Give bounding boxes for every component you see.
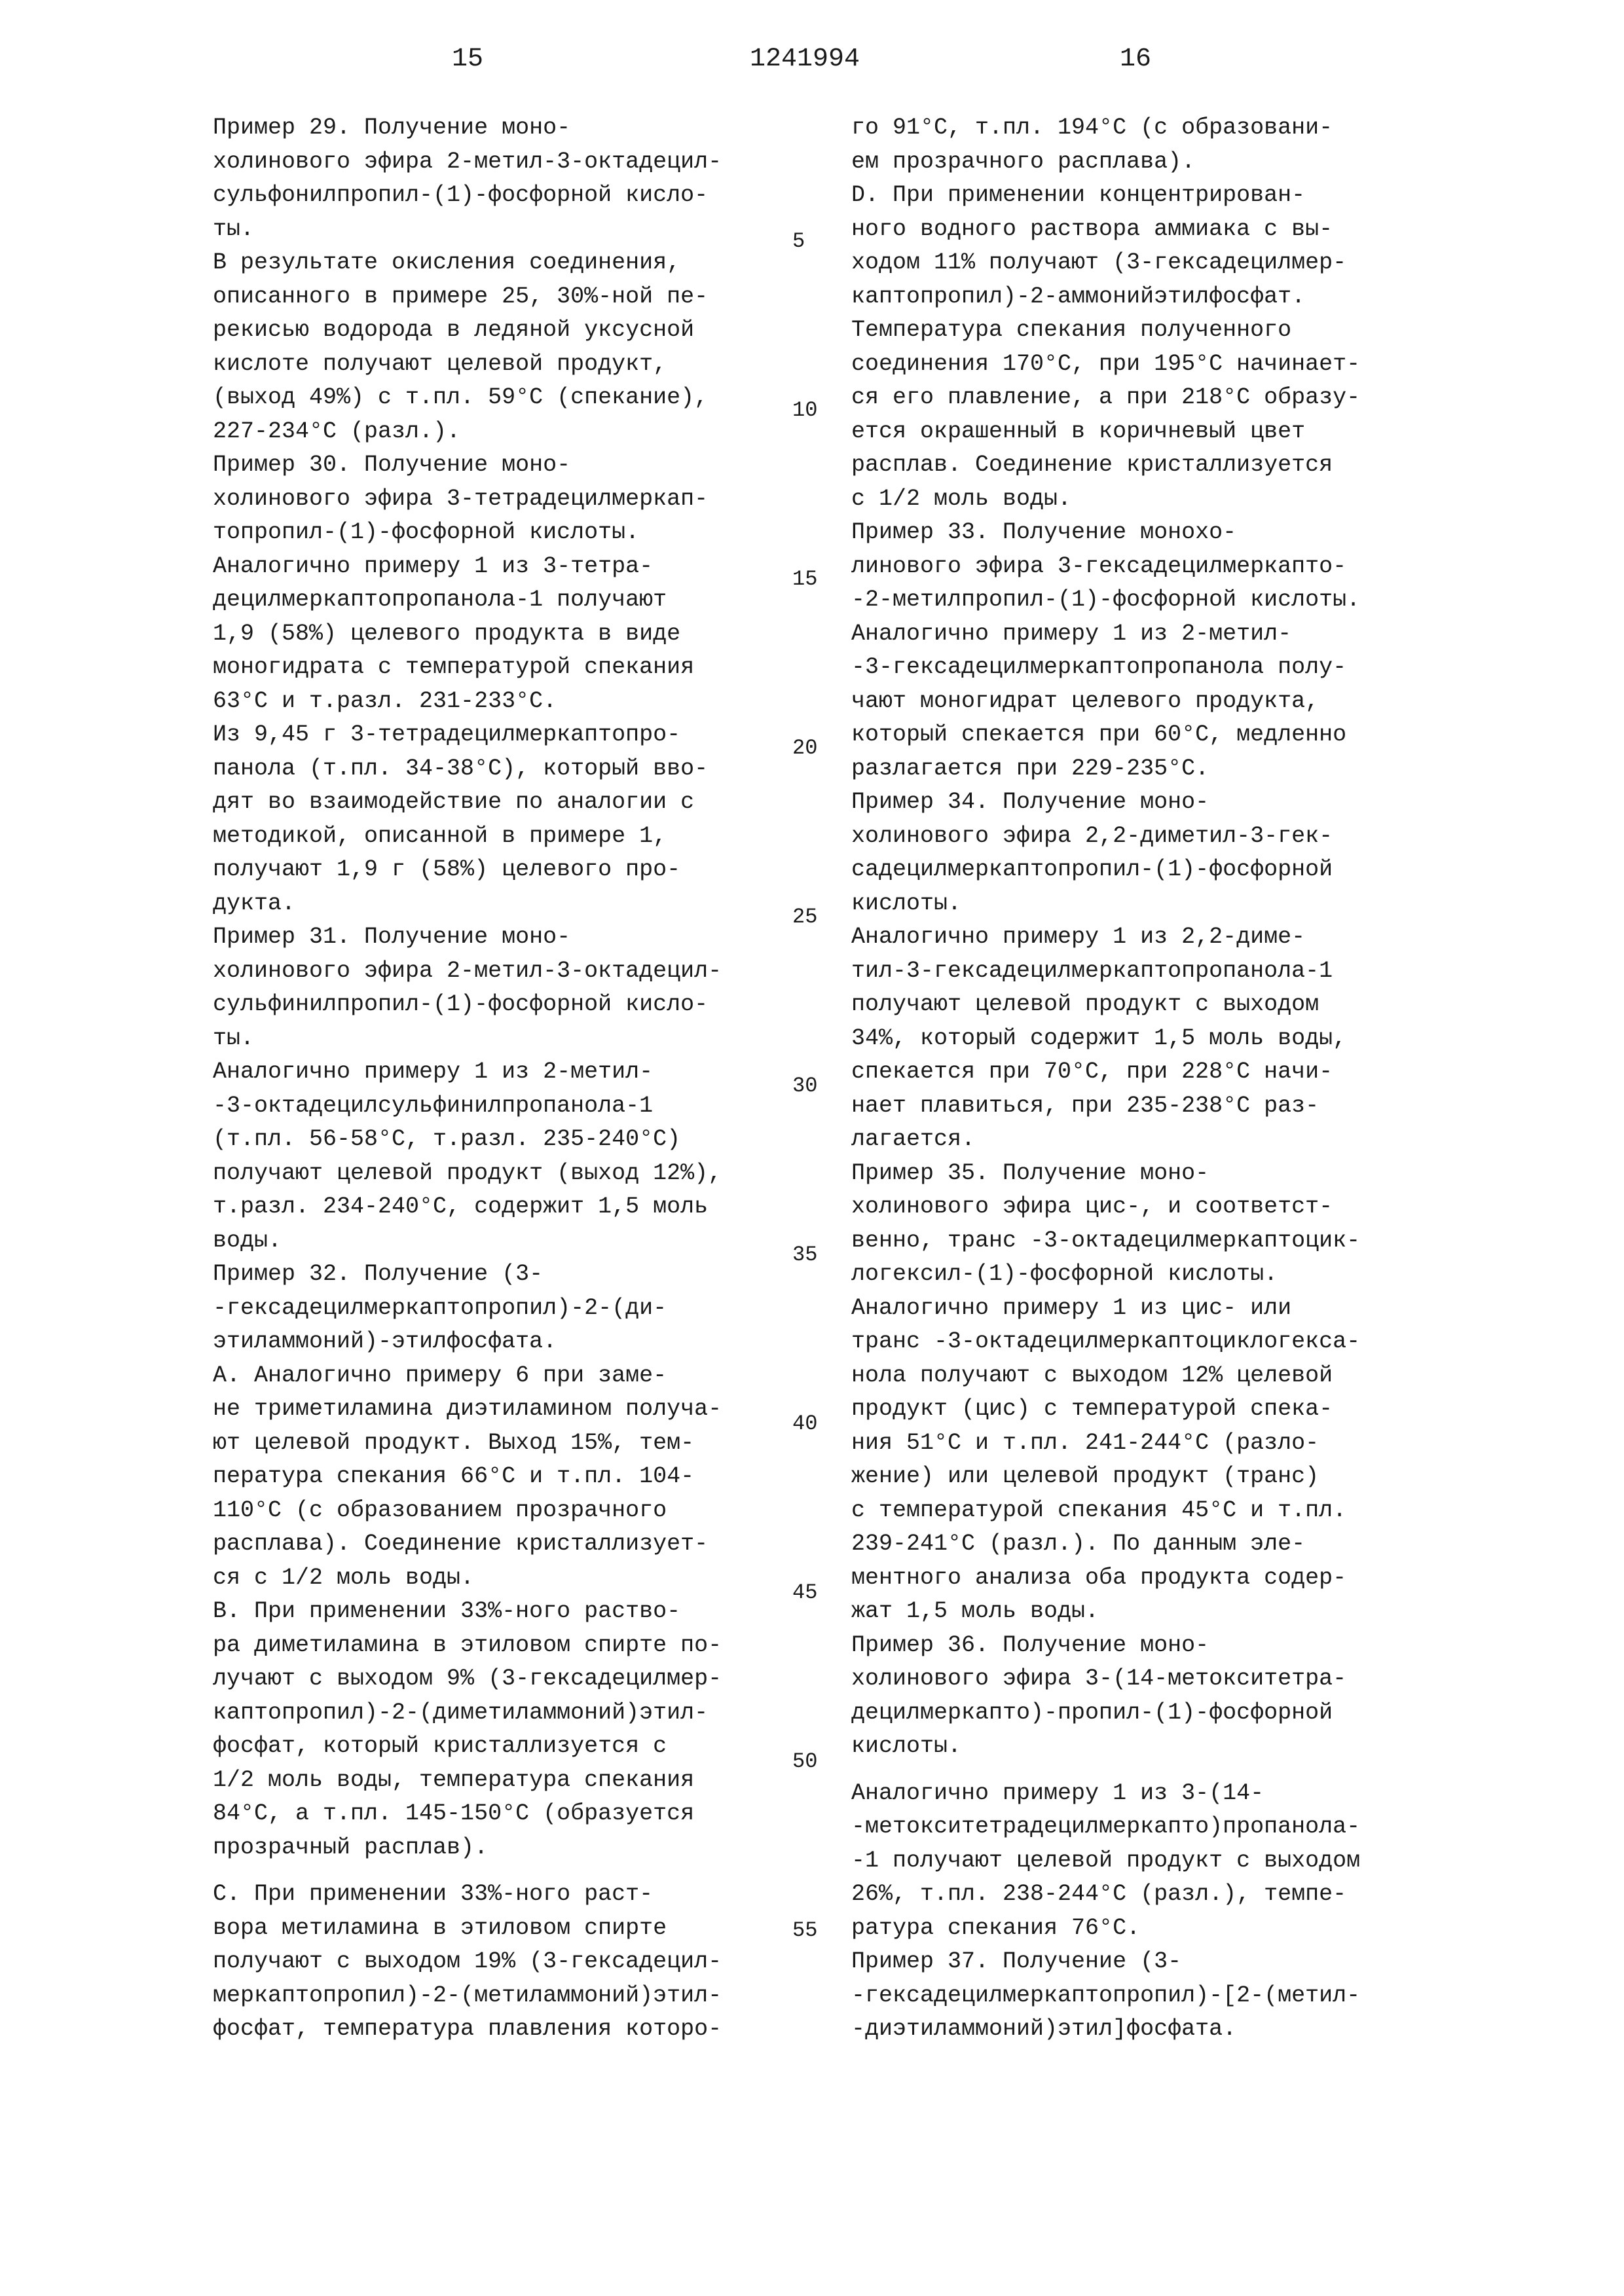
text-line: садецилмеркаптопропил-(1)-фосфорной (851, 856, 1333, 883)
text-line: В. При применении 33%-ного раство- (213, 1598, 681, 1624)
text-line: -диэтиламмоний)этил]фосфата. (851, 2016, 1237, 2042)
text-line: ратура спекания 76°С. (851, 1914, 1141, 1941)
page-number-right: 16 (1120, 45, 1152, 74)
example-34 (851, 786, 1539, 1157)
line-number: 15 (792, 567, 818, 591)
text-line: кислоты. (851, 890, 962, 917)
page-number-left: 15 (452, 45, 484, 74)
line-number: 50 (792, 1749, 818, 1774)
text-line: панола (т.пл. 34-38°С), который вво- (213, 755, 709, 782)
text-line: расплава). Соединение кристаллизует- (213, 1531, 709, 1557)
text-line: сульфинилпропил-(1)-фосфорной кисло- (213, 991, 709, 1017)
text-line: получают 1,9 г (58%) целевого про- (213, 856, 681, 883)
example-36-method (851, 1777, 1539, 1946)
text-line: ходом 11% получают (3-гексадецилмер- (851, 249, 1347, 276)
text-line: воды. (213, 1227, 282, 1254)
text-line: расплав. Соединение кристаллизуется (851, 452, 1333, 478)
text-line: ты. (213, 215, 255, 242)
text-line: каптопропил)-2-(диметиламмоний)этил- (213, 1699, 709, 1726)
line-number: 25 (792, 905, 818, 929)
text-line: -3-октадецилсульфинилпропанола-1 (213, 1092, 654, 1119)
text-line: Аналогично примеру 1 из 3-(14- (851, 1779, 1264, 1806)
text-line: Пример 29. Получение моно- (213, 115, 571, 141)
line-number: 35 (792, 1243, 818, 1267)
paragraph-gap (213, 1865, 900, 1878)
text-line: Пример 35. Получение моно- (851, 1159, 1209, 1186)
text-line: каптопропил)-2-аммонийэтилфосфат. (851, 283, 1306, 310)
text-line: А. Аналогично примеру 6 при заме- (213, 1362, 667, 1389)
text-line: который спекается при 60°С, медленно (851, 721, 1347, 748)
line-number: 30 (792, 1074, 818, 1098)
text-line: холинового эфира 3-(14-метокситетра- (851, 1666, 1347, 1692)
text-line: получают целевой продукт с выходом (851, 991, 1320, 1017)
text-line: меркаптопропил)-2-(метиламмоний)этил- (213, 1982, 722, 2009)
text-line: описанного в примере 25, 30%-ной пе- (213, 283, 709, 310)
text-line: децилмеркаптопропанола-1 получают (213, 587, 667, 613)
line-number: 55 (792, 1918, 818, 1942)
text-line: лагается. (851, 1126, 976, 1152)
example-32-c (213, 1878, 900, 2047)
text-line: спекается при 70°С, при 228°С начи- (851, 1059, 1333, 1085)
text-line: сульфонилпропил-(1)-фосфорной кисло- (213, 182, 709, 208)
example-32-continued (851, 111, 1539, 516)
text-line: пература спекания 66°С и т.пл. 104- (213, 1463, 695, 1489)
text-line: ется окрашенный в коричневый цвет (851, 418, 1306, 445)
text-line: Пример 31. Получение моно- (213, 924, 571, 950)
text-line: Из 9,45 г 3-тетрадецилмеркаптопро- (213, 721, 681, 748)
text-line: ты. (213, 1025, 255, 1051)
text-line: кислоты. (851, 1733, 962, 1759)
text-line: венно, транс -3-октадецилмеркаптоцик- (851, 1227, 1361, 1254)
text-line: вора метиламина в этиловом спирте (213, 1914, 667, 1941)
text-line: -гексадецилмеркаптопропил)-[2-(метил- (851, 1982, 1361, 2009)
text-line: Пример 32. Получение (3- (213, 1261, 544, 1287)
text-line: ют целевой продукт. Выход 15%, тем- (213, 1429, 695, 1456)
text-line: нола получают с выходом 12% целевой (851, 1362, 1333, 1389)
text-line: -метокситетрадецилмеркапто)пропанола- (851, 1813, 1361, 1840)
text-line: холинового эфира 2,2-диметил-3-гек- (851, 822, 1333, 849)
text-line: 239-241°С (разл.). По данным эле- (851, 1531, 1306, 1557)
text-line: 110°С (с образованием прозрачного (213, 1497, 667, 1523)
text-line: холинового эфира цис-, и соответст- (851, 1194, 1333, 1220)
text-line: В результате окисления соединения, (213, 249, 681, 276)
example-37 (851, 1945, 1539, 2047)
text-line: линового эфира 3-гексадецилмеркапто- (851, 553, 1347, 579)
text-line: ся его плавление, а при 218°С образу- (851, 384, 1361, 410)
text-line: Аналогично примеру 1 из 2,2-диме- (851, 924, 1306, 950)
text-line: 84°С, а т.пл. 145-150°С (образуется (213, 1800, 695, 1827)
text-line: Пример 33. Получение монохо- (851, 519, 1237, 545)
text-line: не триметиламина диэтиламином получа- (213, 1396, 722, 1422)
text-line: Пример 36. Получение моно- (851, 1631, 1209, 1658)
text-line: с температурой спекания 45°С и т.пл. (851, 1497, 1347, 1523)
text-line: холинового эфира 2-метил-3-октадецил- (213, 957, 722, 984)
text-line: с 1/2 моль воды. (851, 485, 1072, 512)
text-line: нает плавиться, при 235-238°С раз- (851, 1092, 1320, 1119)
text-line: го 91°С, т.пл. 194°С (с образовани- (851, 115, 1333, 141)
text-line: ния 51°С и т.пл. 241-244°С (разло- (851, 1429, 1320, 1456)
text-line: получают целевой продукт (выход 12%), (213, 1159, 722, 1186)
text-line: (т.пл. 56-58°С, т.разл. 235-240°С) (213, 1126, 681, 1152)
example-35 (851, 1157, 1539, 1629)
text-line: Температура спекания полученного (851, 317, 1292, 343)
text-line: жат 1,5 моль воды. (851, 1598, 1099, 1624)
line-number: 40 (792, 1412, 818, 1436)
text-line: тил-3-гексадецилмеркаптопропанола-1 (851, 957, 1333, 984)
text-line: соединения 170°С, при 195°С начинает- (851, 350, 1361, 377)
text-line: -1 получают целевой продукт с выходом (851, 1847, 1361, 1874)
text-line: ем прозрачного расплава). (851, 148, 1196, 175)
text-line: -2-метилпропил-(1)-фосфорной кислоты. (851, 587, 1361, 613)
text-line: моногидрата с температурой спекания (213, 654, 695, 680)
text-line: фосфат, температура плавления которо- (213, 2016, 722, 2042)
text-line: методикой, описанной в примере 1, (213, 822, 667, 849)
line-number: 20 (792, 736, 818, 760)
text-line: Пример 37. Получение (3- (851, 1948, 1182, 1975)
text-line: жение) или целевой продукт (транс) (851, 1463, 1320, 1489)
text-line: прозрачный расплав). (213, 1834, 489, 1861)
right-column (851, 111, 1539, 2047)
text-line: Пример 30. Получение моно- (213, 452, 571, 478)
text-line: логексил-(1)-фосфорной кислоты. (851, 1261, 1278, 1287)
text-line: -3-гексадецилмеркаптопропанола полу- (851, 654, 1347, 680)
text-line: 1,9 (58%) целевого продукта в виде (213, 620, 681, 647)
line-number: 45 (792, 1580, 818, 1605)
example-36 (851, 1629, 1539, 1764)
text-line: Пример 34. Получение моно- (851, 789, 1209, 815)
text-line: транс -3-октадецилмеркаптоциклогекса- (851, 1328, 1361, 1355)
text-line: -гексадецилмеркаптопропил)-2-(ди- (213, 1294, 667, 1321)
text-line: топропил-(1)-фосфорной кислоты. (213, 519, 640, 545)
line-number: 5 (792, 229, 805, 253)
text-line: 63°С и т.разл. 231-233°С. (213, 687, 557, 714)
text-line: ментного анализа оба продукта содер- (851, 1564, 1347, 1591)
page-header (0, 45, 1624, 84)
text-line: ного водного раствора аммиака с вы- (851, 215, 1333, 242)
text-line: холинового эфира 2-метил-3-октадецил- (213, 148, 722, 175)
text-line: фосфат, который кристаллизуется с (213, 1733, 667, 1759)
text-line: получают с выходом 19% (3-гексадецил- (213, 1948, 722, 1975)
text-line: т.разл. 234-240°С, содержит 1,5 моль (213, 1194, 709, 1220)
example-33 (851, 516, 1539, 786)
text-line: 227-234°С (разл.). (213, 418, 461, 445)
text-line: лучают с выходом 9% (3-гексадецилмер- (213, 1666, 722, 1692)
line-number: 10 (792, 398, 818, 422)
text-line: Аналогично примеру 1 из цис- или (851, 1294, 1292, 1321)
text-line: чают моногидрат целевого продукта, (851, 687, 1320, 714)
text-line: 26%, т.пл. 238-244°С (разл.), темпе- (851, 1881, 1347, 1907)
example-30 (213, 448, 900, 920)
text-line: Аналогично примеру 1 из 2-метил- (213, 1059, 654, 1085)
text-line: 1/2 моль воды, температура спекания (213, 1766, 695, 1793)
text-line: Аналогично примеру 1 из 3-тетра- (213, 553, 654, 579)
text-line: децилмеркапто)-пропил-(1)-фосфорной (851, 1699, 1333, 1726)
text-line: холинового эфира 3-тетрадецилмеркап- (213, 485, 709, 512)
text-line: D. При применении концентрирован- (851, 182, 1306, 208)
text-line: этиламмоний)-этилфосфата. (213, 1328, 557, 1355)
text-line: рекисью водорода в ледяной уксусной (213, 317, 695, 343)
patent-number: 1241994 (750, 45, 860, 74)
paragraph-gap (851, 1764, 1539, 1777)
text-line: дят во взаимодействие по аналогии с (213, 789, 695, 815)
text-line: дукта. (213, 890, 296, 917)
text-line: разлагается при 229-235°С. (851, 755, 1209, 782)
text-line: (выход 49%) с т.пл. 59°С (спекание), (213, 384, 709, 410)
text-line: кислоте получают целевой продукт, (213, 350, 667, 377)
text-line: ра диметиламина в этиловом спирте по- (213, 1631, 722, 1658)
text-line: ся с 1/2 моль воды. (213, 1564, 475, 1591)
text-line: С. При применении 33%-ного раст- (213, 1881, 654, 1907)
text-line: Аналогично примеру 1 из 2-метил- (851, 620, 1292, 647)
text-line: 34%, который содержит 1,5 моль воды, (851, 1025, 1347, 1051)
text-line: продукт (цис) с температурой спека- (851, 1396, 1333, 1422)
